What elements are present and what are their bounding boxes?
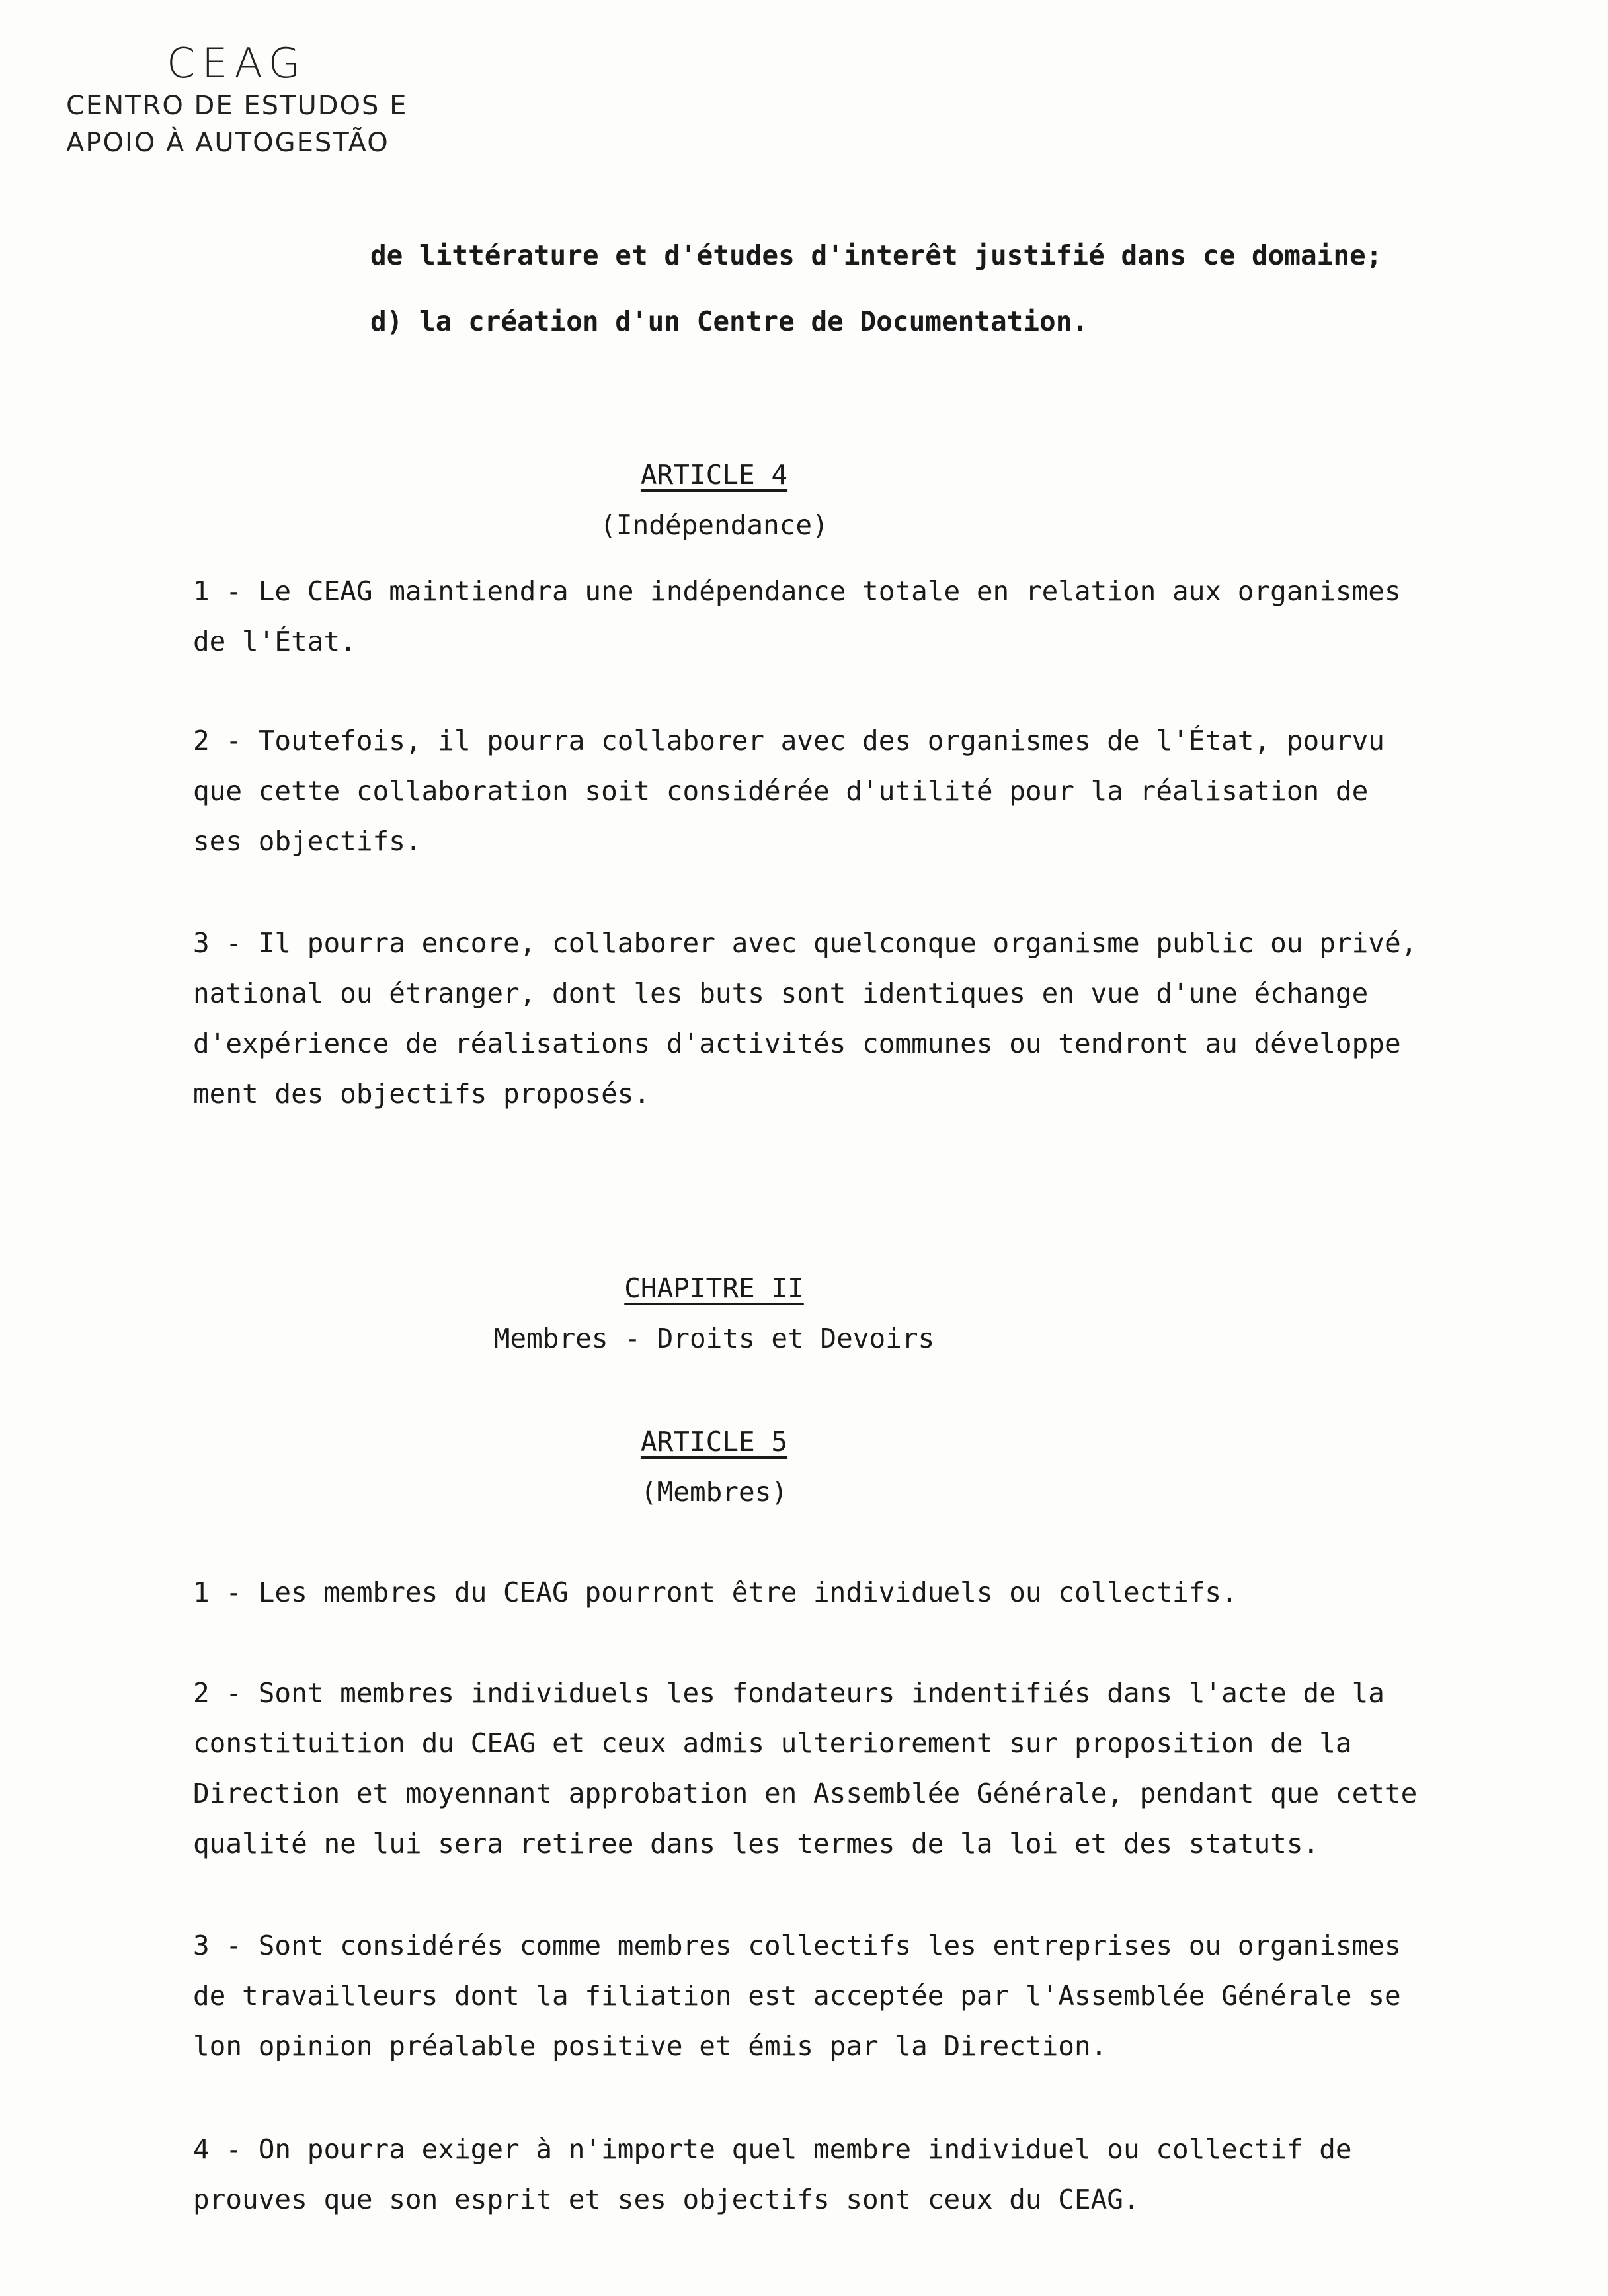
paragraph-line: ses objectifs. (193, 825, 422, 857)
paragraph-line: qualité ne lui sera retiree dans les termes de la loi et des statuts. (193, 1828, 1320, 1860)
paragraph-line: national ou étranger, dont les buts sont identiques en vue d'une échange (193, 977, 1369, 1009)
organization-name-line-2: APOIO À AUTOGESTÃO (66, 128, 389, 158)
article-5-paragraph-4 (193, 2124, 1352, 2225)
paragraph-line: de travailleurs dont la filiation est acceptée par l'Assemblée Générale se (193, 1980, 1401, 2012)
paragraph-line: d'expérience de réalisations d'activités communes ou tendront au développe (193, 1028, 1401, 1059)
article-5-heading: ARTICLE 5 (640, 1426, 788, 1457)
paragraph-line: 2 - Sont membres individuels les fondateurs indentifiés dans l'acte de la (193, 1677, 1385, 1709)
paragraph-line: 1 - Le CEAG maintiendra une indépendance totale en relation aux organismes (193, 575, 1401, 607)
article-5-paragraph-1 (193, 1567, 1238, 1618)
article-5-paragraph-3 (193, 1920, 1401, 2071)
paragraph-line: prouves que son esprit et ses objectifs sont ceux du CEAG. (193, 2184, 1140, 2215)
paragraph-line: 1 - Les membres du CEAG pourront être individuels ou collectifs. (193, 1577, 1238, 1608)
organization-name-line-1: CENTRO DE ESTUDOS E (66, 91, 408, 121)
article-4-heading: ARTICLE 4 (640, 459, 788, 491)
article-5-paragraph-2 (193, 1668, 1417, 1869)
paragraph-line: lon opinion préalable positive et émis par la Direction. (193, 2030, 1107, 2062)
paragraph-line: 2 - Toutefois, il pourra collaborer avec des organismes de l'État, pourvu (193, 725, 1385, 757)
letterhead (66, 40, 407, 161)
paragraph-line: 3 - Sont considérés comme membres collectifs les entreprises ou organismes (193, 1930, 1401, 1961)
paragraph-line: ment des objectifs proposés. (193, 1078, 651, 1110)
organization-logo: CEAG (167, 39, 307, 87)
intro-line-2: d) la création d'un Centre de Documentation. (370, 306, 1089, 337)
paragraph-line: 4 - On pourra exiger à n'importe quel membre individuel ou collectif de (193, 2133, 1352, 2165)
paragraph-line: 3 - Il pourra encore, collaborer avec quelconque organisme public ou privé, (193, 927, 1418, 959)
article-4-paragraph-2 (193, 716, 1385, 866)
paragraph-line: Direction et moyennant approbation en Assemblée Générale, pendant que cette (193, 1778, 1418, 1809)
article-4-subtitle: (Indépendance) (600, 509, 828, 541)
article-4-paragraph-3 (193, 918, 1417, 1119)
article-4-paragraph-1 (193, 566, 1401, 667)
paragraph-line: de l'État. (193, 626, 356, 657)
chapter-2-heading: CHAPITRE II (624, 1272, 804, 1304)
paragraph-line: que cette collaboration soit considérée d'utilité pour la réalisation de (193, 775, 1369, 807)
article-5-subtitle: (Membres) (640, 1476, 788, 1508)
chapter-2-subtitle: Membres - Droits et Devoirs (493, 1323, 935, 1354)
paragraph-line: constituition du CEAG et ceux admis ulteriorement sur proposition de la (193, 1727, 1352, 1759)
intro-line-1: de littérature et d'études d'interêt justifié dans ce domaine; (370, 239, 1383, 271)
